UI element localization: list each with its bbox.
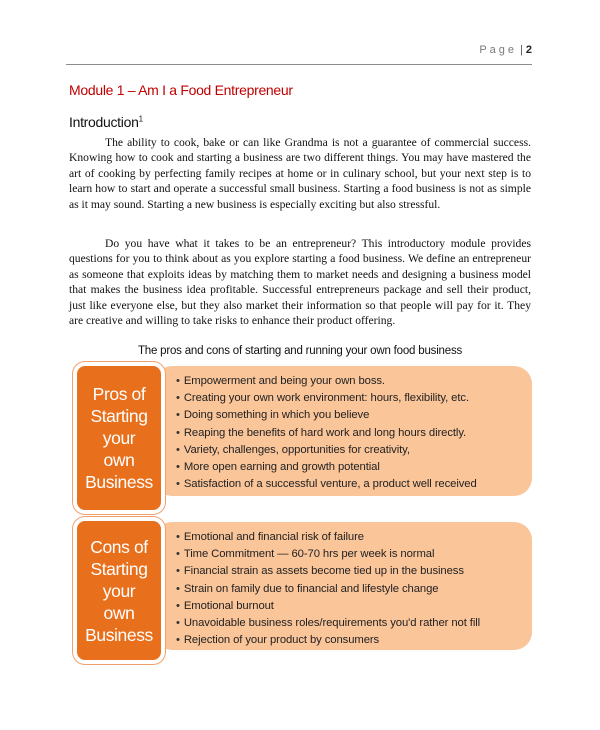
footnote-mark: 1: [138, 114, 143, 124]
cons-item: • Rejection of your product by consumers: [176, 632, 480, 649]
intro-paragraph-1: [69, 135, 531, 212]
introduction-heading: [69, 114, 143, 130]
intro-paragraph-2-text: Do you have what it takes to be an entrepreneur? This introductory module provides questions for you to think about as you explore starting a food business. We define an entrepreneur as someone that exploits ideas by matching them to market needs and designing a business model that makes the business idea profitable. Successful entrepreneurs package and sell their product, just like everyone else, but they also market their information so that people will pay for it. They are creative and willing to take risks to enhance their product offering.: [69, 237, 531, 328]
cons-item: • Financial strain as assets become tied up in the business: [176, 563, 480, 580]
page-number-value: 2: [525, 44, 532, 56]
intro-paragraph-2: [69, 236, 531, 328]
cons-item: • Time Commitment — 60-70 hrs per week is normal: [176, 546, 480, 563]
pros-item: • Variety, challenges, opportunities for creativity,: [176, 442, 477, 459]
pros-label: Pros of Starting your own Business: [85, 384, 153, 492]
module-title: Module 1 – Am I a Food Entrepreneur: [69, 82, 293, 98]
intro-paragraph-1-text: The ability to cook, bake or can like Grandma is not a guarantee of commercial success. Knowing how to cook and starting a business are two different things. You may have mastered the art of cooking by perfecting family recipes at home or in culinary school, but your next step is to learn how to start and operate a successful small business. Starting a food business is not as simple as it may sound. Starting a new business is especially exciting but also stressful.: [69, 136, 531, 211]
page-word: Page: [479, 44, 518, 56]
cons-label-box: [73, 517, 165, 664]
cons-item: • Strain on family due to financial and lifestyle change: [176, 581, 480, 598]
header-rule: [66, 64, 532, 65]
page-number: [479, 44, 532, 56]
pros-item: • Creating your own work environment: hours, flexibility, etc.: [176, 390, 477, 407]
cons-label: Cons of Starting your own Business: [85, 536, 153, 645]
cons-item: • Unavoidable business roles/requirements you'd rather not fill: [176, 615, 480, 632]
pros-item: • Satisfaction of a successful venture, a product well received: [176, 476, 477, 493]
pros-label-box: [73, 362, 165, 514]
pros-list: [176, 373, 477, 493]
cons-list: [176, 529, 480, 649]
page-separator: |: [520, 44, 523, 56]
introduction-heading-text: Introduction: [69, 114, 139, 130]
cons-item: • Emotional and financial risk of failure: [176, 529, 480, 546]
pros-item: • Empowerment and being your own boss.: [176, 373, 477, 390]
section-title: The pros and cons of starting and running your own food business: [137, 345, 463, 357]
pros-item: • Doing something in which you believe: [176, 407, 477, 424]
cons-item: • Emotional burnout: [176, 598, 480, 615]
pros-item: • More open earning and growth potential: [176, 459, 477, 476]
pros-item: • Reaping the benefits of hard work and long hours directly.: [176, 425, 477, 442]
